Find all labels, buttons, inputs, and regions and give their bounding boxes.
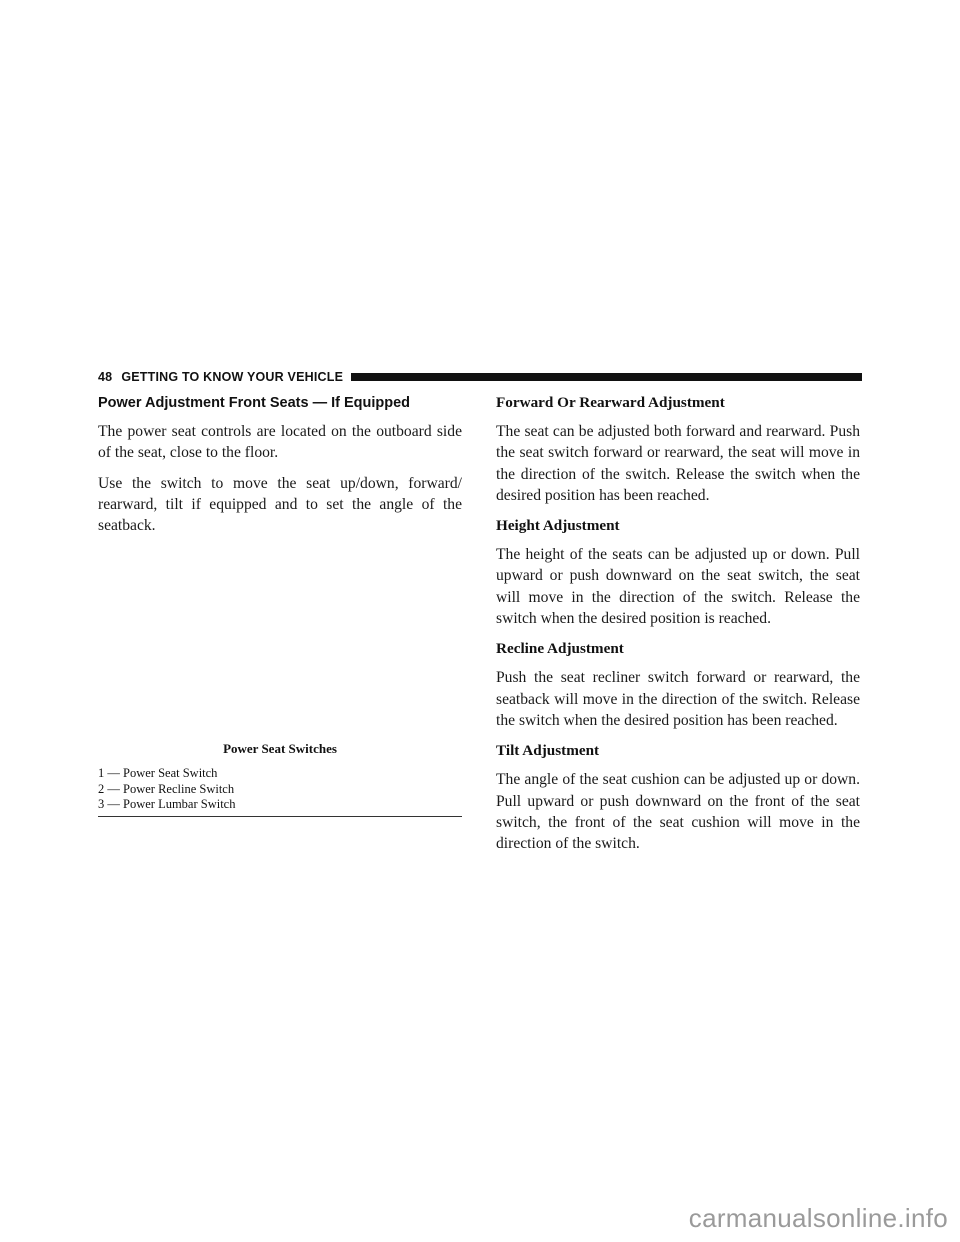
figure-image-area [98,522,462,734]
page-number: 48 [98,370,113,384]
section-title: GETTING TO KNOW YOUR VEHICLE [121,370,344,384]
subheading-height: Height Adjustment [496,517,620,535]
figure-caption: Power Seat Switches [223,741,337,756]
subheading-recline: Recline Adjustment [496,640,624,658]
right-column [496,392,860,863]
section-heading: Power Adjustment Front Seats — If Equipped [98,395,411,411]
paragraph-recline: Push the seat recliner switch forward or rearward, the seatback will move in the direction of the switch. Release the switch when the desired position has been reached. [496,669,860,729]
legend-item: 1 — Power Seat Switch [98,766,218,780]
subheading-forward-rearward: Forward Or Rearward Adjustment [496,394,725,411]
paragraph-tilt: The angle of the seat cushion can be adjusted up or down. Pull upward or push downward on the front of the seat switch, the front of the seat cushion will move in the direction of the switch. [496,771,860,853]
figure-legend [98,766,462,817]
legend-item: 3 — Power Lumbar Switch [98,797,236,811]
paragraph-height: The height of the seats can be adjusted up or down. Pull upward or push downward on the seat switch, the seat will move in the direction of the switch. Release the switch when the desired position is reached. [496,546,860,628]
watermark-link[interactable]: carmanualsonline.info [688,1203,948,1233]
header-rule [351,373,862,381]
page-header [98,368,862,386]
paragraph-forward-rearward: The seat can be adjusted both forward and rearward. Push the seat switch forward or rearward, the seat will move in the direction of the switch. Release the switch when the desired position has been reached. [496,423,860,504]
paragraph-usage: Use the switch to move the seat up/down, forward/ rearward, tilt if equipped and to set the angle of the seatback. [98,474,462,535]
paragraph-location: The power seat controls are located on the outboard side of the seat, close to the floor. [98,423,462,462]
legend-item: 2 — Power Recline Switch [98,781,235,796]
subheading-tilt: Tilt Adjustment [496,742,600,760]
